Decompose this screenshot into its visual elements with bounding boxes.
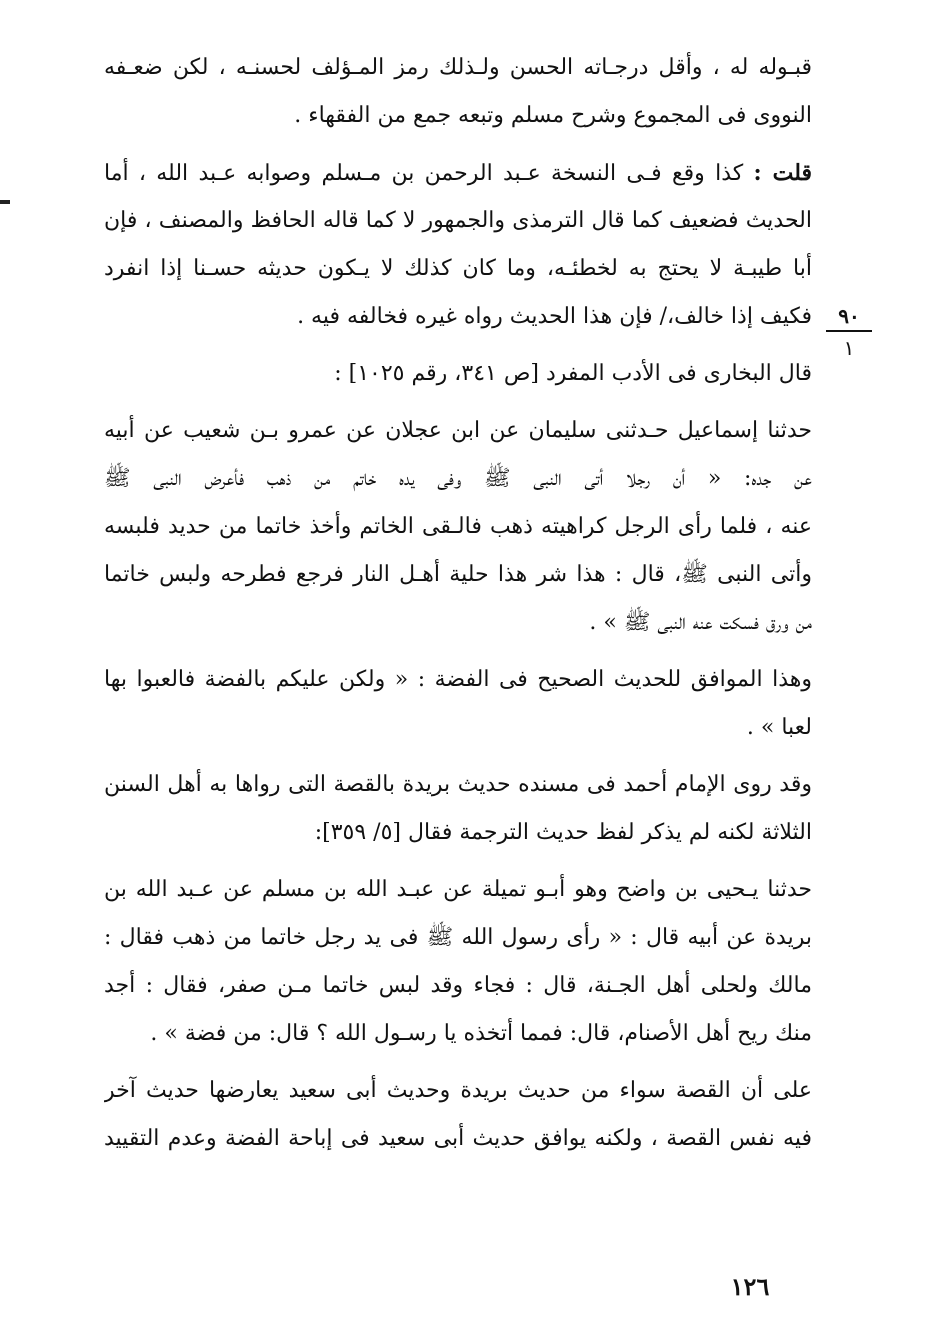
paragraph-2 [104, 149, 812, 341]
text-line: مالك ولحلى أهل الجـنة، قال : فجاء وقد لبس خاتما مـن صفر، فقال : أجد [104, 973, 812, 998]
text-line: منك ريح أهل الأصنام، قال: فمما أتخذه يا رسـول الله ؟ قال: من فضة » . [150, 1021, 812, 1046]
text-line: من ورق فسكت عنه النبى ﷺ » . [589, 610, 812, 635]
paragraph-7 [104, 866, 812, 1058]
text-line: عنه ، فلما رأى الرجل كراهيته ذهب فالـقى الخاتم وأخذ خاتما من حديد فلبسه [104, 514, 812, 539]
scan-edge-mark [0, 200, 10, 204]
text-line: الحديث فضعيف كما قال الترمذى والجمهور لا كما قاله الحافظ والمصنف ، فإن [104, 208, 812, 233]
text-line: أبا طيبـة لا يحتج به لخطئـه، وما كان كذلك لا يـكون حديثه حسـنا إذا انفرد [104, 256, 812, 281]
text-line: لعبا » . [746, 715, 812, 740]
text-line: وقد روى الإمام أحمد فى مسنده حديث بريدة بالقصة التى رواها به أهل السنن [104, 772, 812, 797]
margin-folio-number: ٩٠ [826, 304, 872, 332]
text-line-rest: كذا وقع فـى النسخة عـبد الرحمن بن مـسلم وصوابه عـبد الله ، أما [104, 161, 754, 186]
text-line: الثلاثة لكنه لم يذكر لفظ حديث الترجمة فقال [٥/ ٣٥٩]: [314, 820, 812, 845]
paragraph-8 [104, 1067, 812, 1163]
text-line: وهذا الموافق للحديث الصحيح فى الفضة : « ولكن عليكم بالفضة فالعبوا بها [104, 667, 812, 692]
text-line: وأتى النبى ﷺ، قال : هذا شر هذا حلية أهـل النار فرجع فطرحه ولبس خاتما [104, 562, 812, 587]
paragraph-1 [104, 44, 812, 140]
paragraph-3 [104, 350, 812, 398]
text-line: فكيف إذا خالف،/ فإن هذا الحديث رواه غيره فخالفه فيه . [297, 304, 812, 329]
qultu-lead-word: قلت : [753, 160, 812, 186]
margin-folio-sub: ١ [843, 336, 855, 360]
text-line: بريدة عن أبيه قال : « رأى رسول الله ﷺ فى يد رجل خاتما من ذهب فقال : [104, 925, 812, 950]
text-line: النووى فى المجموع وشرح مسلم وتبعه جمع من الفقهاء . [294, 103, 812, 128]
main-text-column [104, 44, 812, 1172]
text-line: قبـوله له ، وأقل درجـاته الحسن ولـذلك رمز المـؤلف لحسنـه ، لكن ضعـفه [104, 55, 812, 80]
paragraph-5 [104, 656, 812, 752]
text-line: على أن القصة سواء من حديث بريدة وحديث أبى سعيد يعارضها حديث آخر [104, 1078, 812, 1103]
paragraph-6 [104, 761, 812, 857]
text-line: عن جده: « أن رجلا أتى النبى ﷺ وفى يده خاتم من ذهب فأعرض النبى ﷺ [104, 466, 812, 491]
text-line: قال البخارى فى الأدب المفرد [ص ٣٤١، رقم ١٠٢٥] : [334, 361, 812, 386]
page-number: ١٢٦ [730, 1272, 770, 1301]
text-line-with-lead [104, 149, 812, 197]
margin-folio-note [826, 304, 872, 360]
text-line: حدثنا يـحيى بن واضح وهو أبـو تميلة عن عبـد الله بن مسلم عن عـبد الله بن [104, 877, 812, 902]
paragraph-4 [104, 407, 812, 647]
text-line: حدثنا إسماعيل حـدثنى سليمان عن ابن عجلان عن عمرو بـن شعيب عن أبيه [104, 418, 812, 443]
text-line: فيه نفس القصة ، ولكنه يوافق حديث أبى سعيد فى إباحة الفضة وعدم التقييد [104, 1126, 812, 1151]
